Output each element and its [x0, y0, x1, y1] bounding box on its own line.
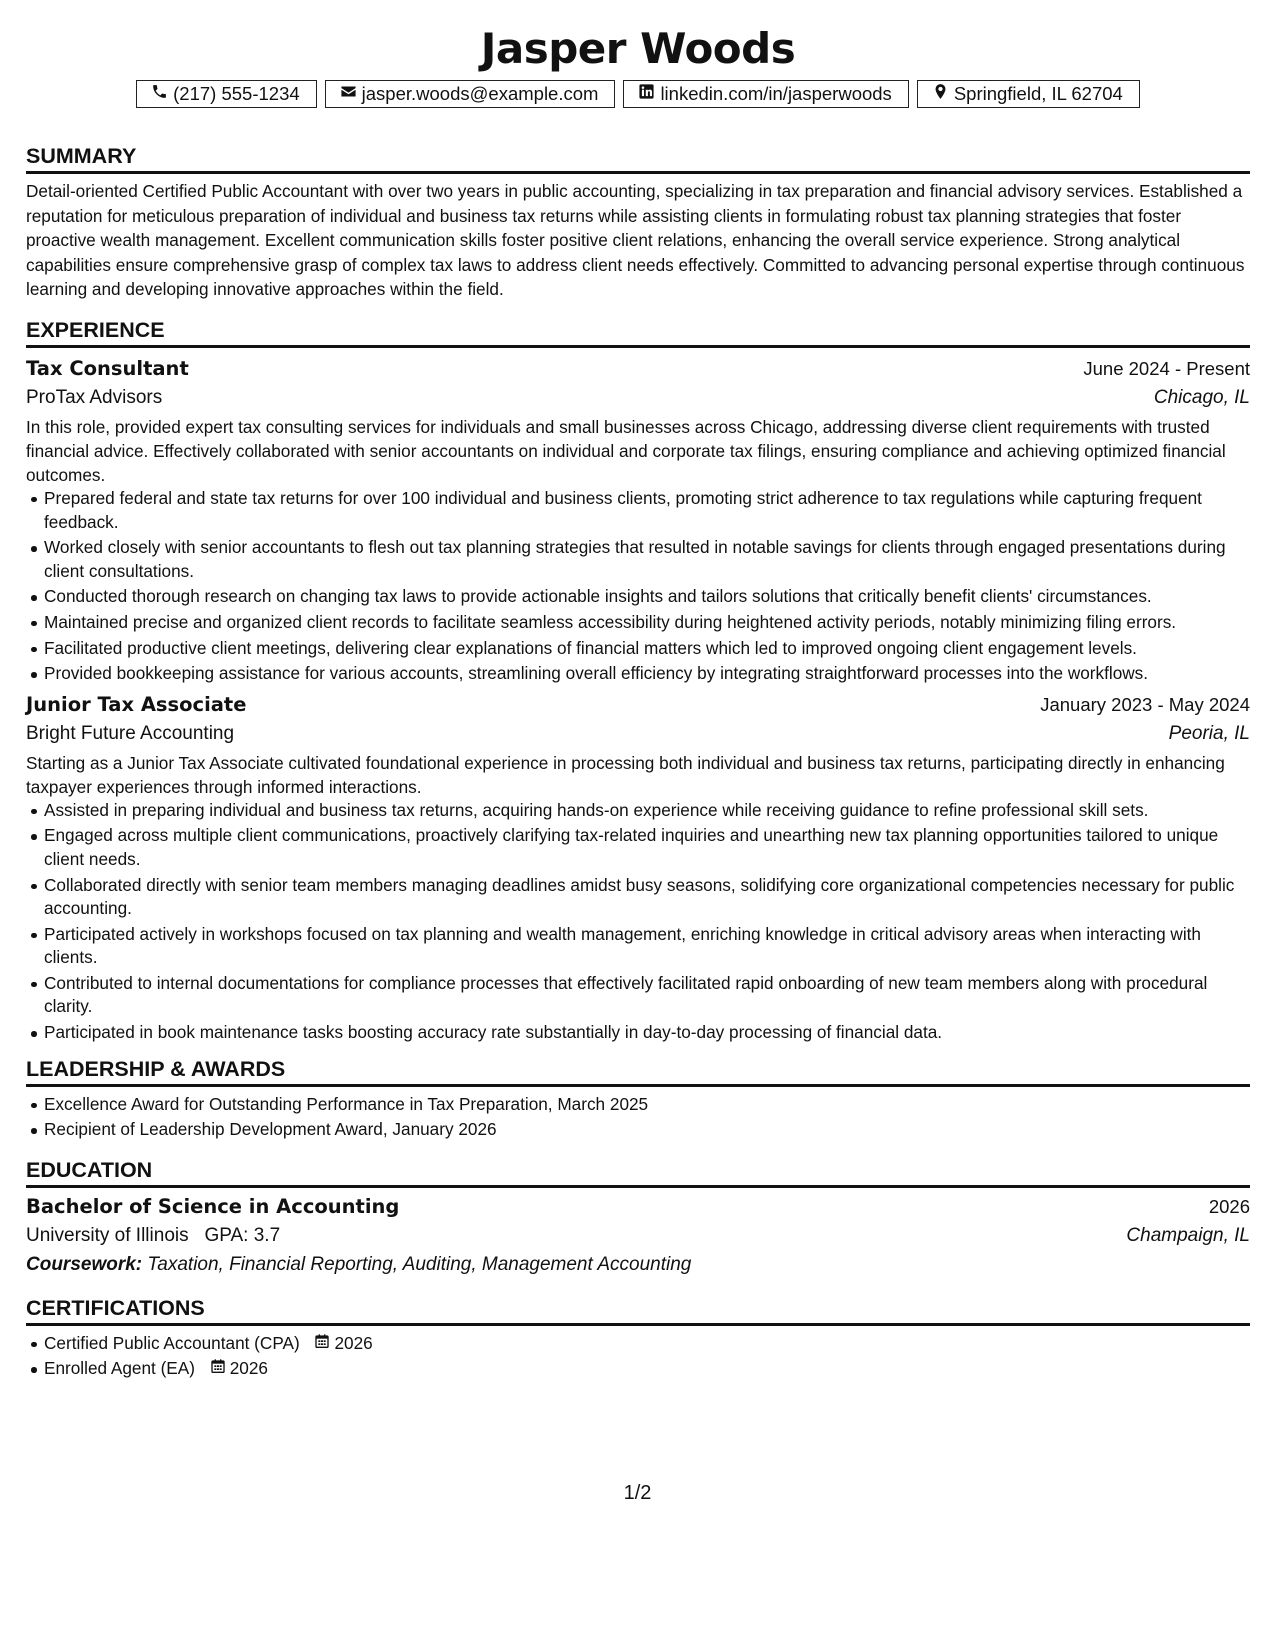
- experience-section: [26, 316, 1250, 1045]
- list-item: [44, 1357, 1250, 1381]
- leadership-section: [26, 1055, 1250, 1142]
- job-bullets: [26, 487, 1250, 686]
- list-item: Excellence Award for Outstanding Performance in Tax Preparation, March 2025: [44, 1093, 1250, 1117]
- list-item: Worked closely with senior accountants to flesh out tax planning strategies that resulted in notable savings for clients through engaged presentations during client consultations.: [44, 536, 1250, 583]
- calendar-icon: [210, 1357, 226, 1381]
- school-line: [26, 1222, 280, 1250]
- list-item: Conducted thorough research on changing tax laws to provide actionable insights and tailors solutions that critically benefit clients' circumstances.: [44, 585, 1250, 609]
- contact-email-text: jasper.woods@example.com: [361, 83, 599, 104]
- list-item: Collaborated directly with senior team members managing deadlines amidst busy seasons, solidifying core organizational competencies necessary for public accounting.: [44, 874, 1250, 921]
- job-location: Peoria, IL: [1168, 722, 1250, 744]
- contact-email[interactable]: [325, 80, 616, 108]
- job-dates: June 2024 - Present: [1083, 357, 1250, 379]
- degree-title: Bachelor of Science in Accounting: [26, 1194, 400, 1218]
- awards-list: [26, 1093, 1250, 1142]
- contact-phone[interactable]: [136, 80, 317, 108]
- list-item: Maintained precise and organized client records to facilitate seamless accessibility during heightened activity periods, notably minimizing filing errors.: [44, 611, 1250, 635]
- certification-name: Certified Public Accountant (CPA): [44, 1332, 300, 1353]
- certifications-section: [26, 1294, 1250, 1381]
- certification-year: 2026: [229, 1358, 268, 1379]
- job-title: Junior Tax Associate: [26, 692, 247, 716]
- school-name: University of Illinois: [26, 1224, 189, 1246]
- section-title-education: EDUCATION: [26, 1156, 1250, 1188]
- list-item: Provided bookkeeping assistance for various accounts, streamlining overall efficiency by integrating straightforward processes into the workflows.: [44, 662, 1250, 686]
- calendar-icon: [314, 1332, 330, 1356]
- certification-name: Enrolled Agent (EA): [44, 1358, 195, 1379]
- list-item: Contributed to internal documentations for compliance processes that effectively facilitated rapid onboarding of new team members along with procedural clarity.: [44, 972, 1250, 1019]
- graduation-year: 2026: [1208, 1195, 1250, 1217]
- job-bullets: [26, 799, 1250, 1045]
- section-title-experience: EXPERIENCE: [26, 316, 1250, 348]
- contact-location[interactable]: [917, 80, 1140, 108]
- list-item: Participated actively in workshops focused on tax planning and wealth management, enriching knowledge in critical advisory areas when interacting with clients.: [44, 923, 1250, 970]
- list-item: [44, 1332, 1250, 1356]
- school-location: Champaign, IL: [1126, 1224, 1250, 1246]
- phone-icon: [151, 83, 168, 105]
- contact-bar: [26, 80, 1250, 108]
- job-dates: January 2023 - May 2024: [1040, 693, 1250, 715]
- section-title-certifications: CERTIFICATIONS: [26, 1294, 1250, 1326]
- resume-page: [26, 0, 1250, 1383]
- list-item: Recipient of Leadership Development Award, January 2026: [44, 1118, 1250, 1142]
- education-section: [26, 1156, 1250, 1280]
- list-item: Engaged across multiple client communications, proactively clarifying tax-related inquiries and unearthing new tax planning opportunities tailored to unique client needs.: [44, 824, 1250, 871]
- contact-linkedin[interactable]: [623, 80, 908, 108]
- job-entry: [26, 354, 1250, 686]
- summary-text: Detail-oriented Certified Public Accountant with over two years in public accounting, specializing in tax preparation and financial advisory services. Established a reputation for meticulous preparation of individual and business tax returns while assisting clients in formulating robust tax planning strategies that foster proactive wealth management. Excellent communication skills foster positive client relations, enhancing the overall service experience. Strong analytical capabilities ensure comprehensive grasp of complex tax laws to address client needs effectively. Committed to advancing personal expertise through continuous learning and developing innovative approaches within the field.: [26, 181, 1245, 300]
- list-item: Prepared federal and state tax returns for over 100 individual and business clients, promoting strict adherence to tax regulations while capturing frequent feedback.: [44, 487, 1250, 534]
- list-item: Participated in book maintenance tasks boosting accuracy rate substantially in day-to-day processing of financial data.: [44, 1021, 1250, 1045]
- list-item: Facilitated productive client meetings, delivering clear explanations of financial matters which led to improved ongoing client engagement levels.: [44, 637, 1250, 661]
- section-title-leadership: LEADERSHIP & AWARDS: [26, 1055, 1250, 1087]
- coursework: [26, 1250, 1250, 1280]
- page-number: 1/2: [623, 1482, 652, 1504]
- list-item: Assisted in preparing individual and business tax returns, acquiring hands-on experience while receiving guidance to refine professional skill sets.: [44, 799, 1250, 823]
- job-title: Tax Consultant: [26, 356, 189, 380]
- contact-phone-text: (217) 555-1234: [173, 83, 300, 104]
- linkedin-icon: [638, 83, 655, 105]
- job-company: Bright Future Accounting: [26, 722, 235, 744]
- map-pin-icon: [932, 83, 949, 105]
- coursework-list: Taxation, Financial Reporting, Auditing, Management Accounting: [147, 1253, 692, 1275]
- certification-date: [314, 1332, 372, 1356]
- summary-section: [26, 142, 1250, 302]
- job-entry: [26, 690, 1250, 1045]
- envelope-icon: [340, 83, 357, 105]
- coursework-label: Coursework:: [26, 1253, 143, 1275]
- job-description: In this role, provided expert tax consulting services for individuals and small businesses across Chicago, addressing diverse client requirements with trusted financial advice. Effectively collaborated with senior accountants on individual and corporate tax filings, ensuring compliance and achieving optimized financial outcomes.: [26, 416, 1226, 485]
- contact-location-text: Springfield, IL 62704: [953, 83, 1123, 104]
- job-location: Chicago, IL: [1153, 386, 1250, 408]
- certifications-list: [26, 1332, 1250, 1381]
- job-company: ProTax Advisors: [26, 386, 163, 408]
- candidate-name: Jasper Woods: [480, 24, 796, 73]
- contact-linkedin-text: linkedin.com/in/jasperwoods: [660, 83, 892, 104]
- certification-date: [210, 1357, 268, 1381]
- certification-year: 2026: [334, 1332, 373, 1353]
- education-entry: [26, 1192, 1250, 1280]
- gpa: GPA: 3.7: [204, 1224, 281, 1246]
- section-title-summary: SUMMARY: [26, 142, 1250, 174]
- job-description: Starting as a Junior Tax Associate cultivated foundational experience in processing both individual and business tax returns, participating directly in enhancing taxpayer experiences through informed interactions.: [26, 752, 1225, 797]
